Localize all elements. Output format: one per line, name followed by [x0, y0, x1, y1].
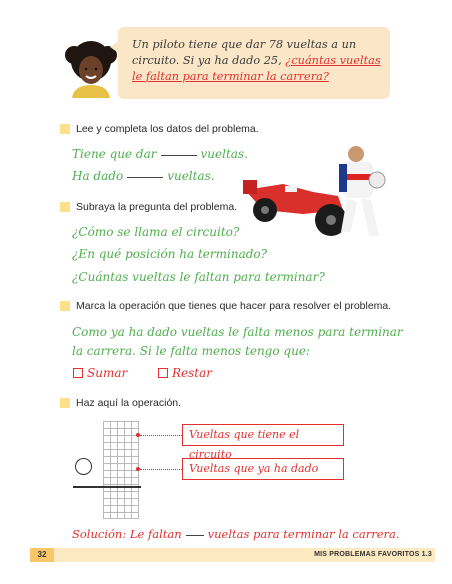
question-option-2[interactable]: ¿En qué posición ha terminado? — [72, 247, 268, 261]
label-box-laps-done: Vueltas que ya ha dado — [182, 458, 344, 480]
sumar-checkbox[interactable] — [73, 368, 83, 378]
operation-sign-circle[interactable] — [75, 458, 92, 475]
reasoning-line-1: Como ya ha dado vueltas le falta menos para terminar — [72, 325, 403, 339]
data-line-1-end: vueltas. — [200, 147, 248, 161]
section-1-heading: Lee y completa los datos del problema. — [76, 123, 259, 135]
section-1-bullet — [60, 124, 70, 134]
section-2-heading: Subraya la pregunta del problema. — [76, 201, 238, 213]
data-line-1 — [72, 147, 248, 161]
reasoning-line-2: la carrera. Si le falta menos tengo que: — [72, 344, 310, 358]
problem-statement — [132, 37, 384, 85]
section-3-heading: Marca la operación que tienes que hacer para resolver el problema. — [76, 300, 392, 312]
question-option-3[interactable]: ¿Cuántas vueltas le faltan para terminar? — [72, 270, 325, 284]
blank-field[interactable] — [127, 177, 163, 178]
section-4-heading: Haz aquí la operación. — [76, 397, 182, 409]
section-2-bullet — [60, 202, 70, 212]
solution-blank[interactable] — [186, 535, 204, 536]
sumar-label: Sumar — [87, 366, 128, 380]
restar-checkbox[interactable] — [158, 368, 168, 378]
blank-field[interactable] — [161, 155, 197, 156]
solution-end: vueltas para terminar la carrera. — [207, 527, 400, 541]
page-number: 32 — [30, 548, 54, 562]
data-line-2-start: Ha dado — [72, 169, 124, 183]
operation-result-line — [73, 486, 141, 488]
connector-line-1 — [140, 435, 182, 436]
problem-text: Un piloto tiene que dar 78 vueltas a un circuito. Si ya ha dado 25, — [132, 38, 357, 67]
operation-grid[interactable] — [103, 421, 139, 519]
section-4-bullet — [60, 398, 70, 408]
data-line-2 — [72, 169, 215, 183]
racing-driver-illustration — [243, 140, 391, 246]
solution-line — [72, 527, 400, 541]
label-box-total-laps: Vueltas que tiene el circuito — [182, 424, 344, 446]
data-line-1-start: Tiene que dar — [72, 147, 157, 161]
solution-start: Solución: Le faltan — [72, 527, 182, 541]
section-3-bullet — [60, 301, 70, 311]
data-line-2-end: vueltas. — [167, 169, 215, 183]
question-option-1[interactable]: ¿Cómo se llama el circuito? — [72, 225, 240, 239]
problem-question: ¿cuántas vueltas le faltan para terminar la carrera? — [132, 54, 381, 83]
book-title: MIS PROBLEMAS FAVORITOS 1.3 — [314, 551, 432, 558]
connector-line-2 — [140, 469, 182, 470]
restar-label: Restar — [172, 366, 213, 380]
